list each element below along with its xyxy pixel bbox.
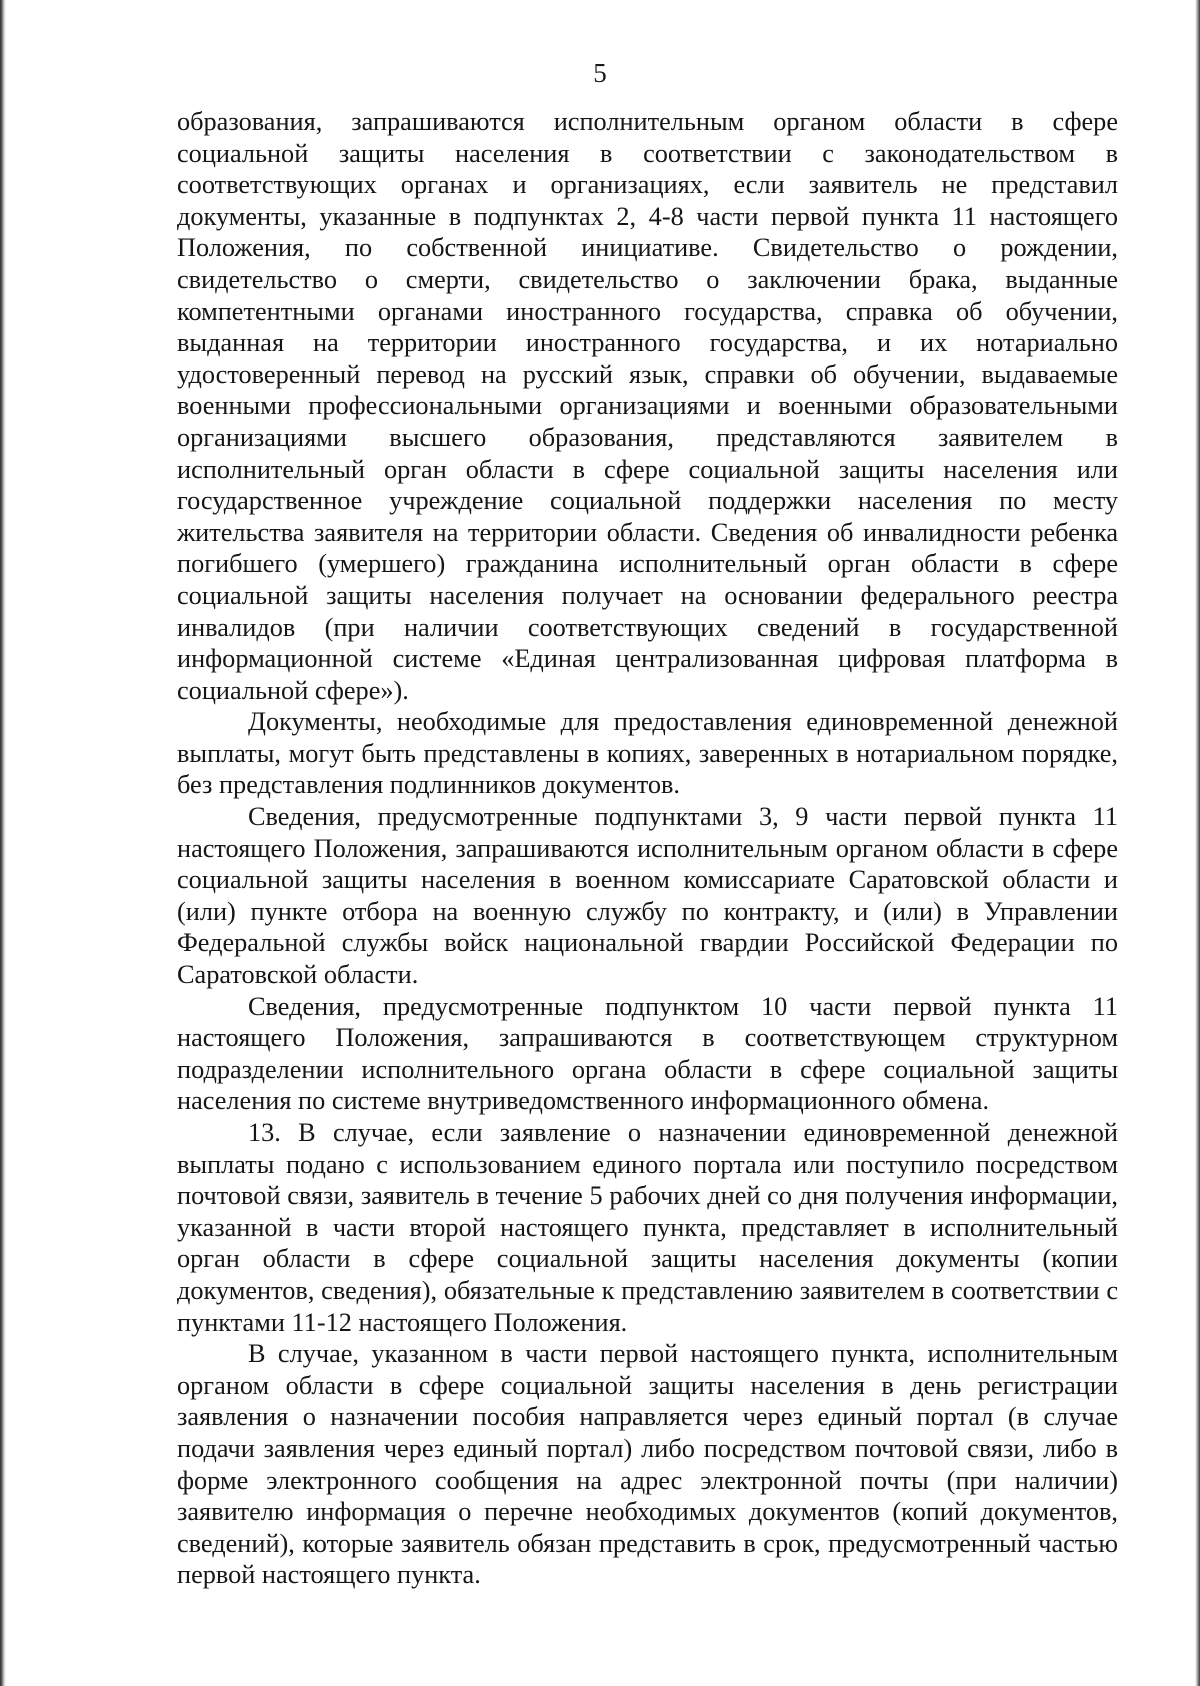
scan-edge-left [0,0,6,1686]
paragraph-internal-exchange: Сведения, предусмотренные подпунктом 10 части первой пункта 11 настоящего Положения, запрашиваются в соответствующем структурном подразделении исполнительного органа области в сфере социальной защиты населения по системе внутриведомственного информационного обмена. [177,991,1118,1116]
scan-edge-right [1195,0,1200,1686]
document-body [177,106,1118,1591]
paragraph-continuation: образования, запрашиваются исполнительным органом области в сфере социальной защиты населения в соответствии с законодательством в соответствующих органах и организациях, если заявитель не представил документы, указанные в подпунктах 2, 4-8 части первой пункта 11 настоящего Положения, по собственной инициативе. Свидетельство о рождении, свидетельство о смерти, свидетельство о заключении брака, выданные компетентными органами иностранного государства, справка об обучении, выданная на территории иностранного государства, и их нотариально удостоверенный перевод на русский язык, справки об обучении, выдаваемые военными профессиональными организациями и военными образовательными организациями высшего образования, представляются заявителем в исполнительный орган области в сфере социальной защиты населения или государственное учреждение социальной поддержки населения по месту жительства заявителя на территории области. Сведения об инвалидности ребенка погибшего (умершего) гражданина исполнительный орган области в сфере социальной защиты населения получает на основании федерального реестра инвалидов (при наличии соответствующих сведений в государственной информационной системе «Единая централизованная цифровая платформа в социальной сфере»). [177,107,1118,705]
paragraph-item-13: 13. В случае, если заявление о назначении единовременной денежной выплаты подано с использованием единого портала или поступило посредством почтовой связи, заявитель в течение 5 рабочих дней со дня получения информации, указанной в части второй настоящего пункта, представляет в исполнительный орган области в сфере социальной защиты населения документы (копии документов, сведения), обязательные к представлению заявителем в соответствии с пунктами 11-12 настоящего Положения. [177,1118,1118,1337]
paragraph-military-info: Сведения, предусмотренные подпунктами 3, 9 части первой пункта 11 настоящего Положения, запрашиваются исполнительным органом области в сфере социальной защиты населения в военном комиссариате Саратовской области и (или) пункте отбора на военную службу по контракту, и (или) в Управлении Федеральной службы войск национальной гвардии Российской Федерации по Саратовской области. [177,802,1118,990]
page-number: 5 [593,58,607,88]
paragraph-copies: Документы, необходимые для предоставления единовременной денежной выплаты, могут быть представлены в копиях, заверенных в нотариальном порядке, без представления подлинников документов. [177,707,1118,800]
paragraph-notification: В случае, указанном в части первой настоящего пункта, исполнительным органом области в сфере социальной защиты населения в день регистрации заявления о назначении пособия направляется через единый портал (в случае подачи заявления через единый портал) либо посредством почтовой связи, либо в форме электронного сообщения на адрес электронной почты (при наличии) заявителю информация о перечне необходимых документов (копий документов, сведений), которые заявитель обязан представить в срок, предусмотренный частью первой настоящего пункта. [177,1339,1118,1590]
